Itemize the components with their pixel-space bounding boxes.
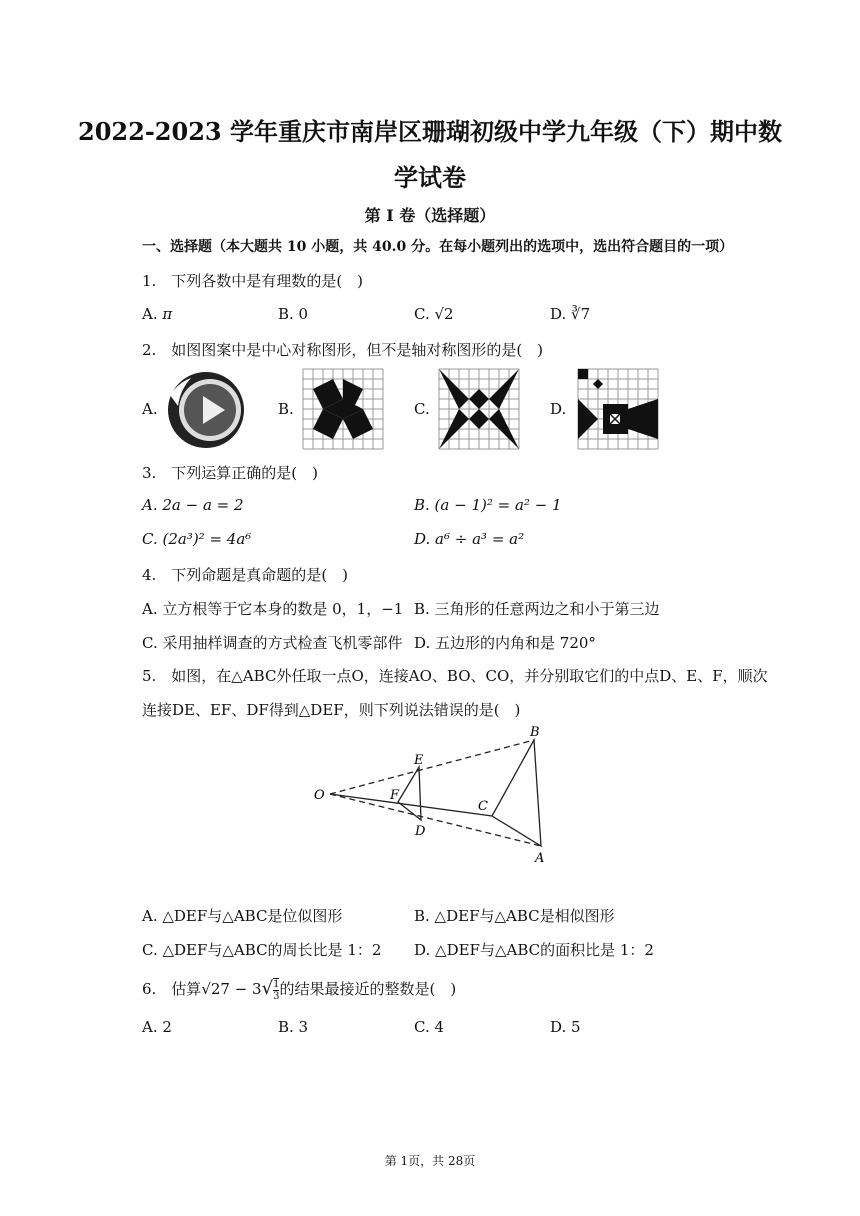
q4-option-a: A. 立方根等于它本身的数是 0，1，−1 xyxy=(142,600,404,618)
q6-option-a: A. 2 xyxy=(142,1018,172,1036)
q4-option-b: B. 三角形的任意两边之和小于第三边 xyxy=(414,600,660,618)
q4-stem: 4. 下列命题是真命题的是( ) xyxy=(142,566,349,584)
q3-option-d: D. a⁶ ÷ a³ = a² xyxy=(414,530,525,548)
page-footer: 第 1页，共 28页 xyxy=(384,1154,476,1168)
q3-option-b: B. (a − 1)² = a² − 1 xyxy=(414,496,562,514)
q6-option-d: D. 5 xyxy=(550,1018,581,1036)
q5-triangle-figure xyxy=(300,720,560,870)
q1-option-a: A. π xyxy=(142,305,173,323)
q2-option-c: C. xyxy=(414,400,430,418)
q1-option-d: D. ∛7 xyxy=(550,305,591,323)
q5-option-b: B. △DEF与△ABC是相似图形 xyxy=(414,907,615,925)
section-heading: 一、选择题（本大题共 10 小题，共 40.0 分。在每小题列出的选项中，选出符合题目的一项） xyxy=(142,239,734,255)
q3-stem: 3. 下列运算正确的是( ) xyxy=(142,464,319,482)
q5-option-d: D. △DEF与△ABC的面积比是 1：2 xyxy=(414,941,654,959)
q6-stem: 6. 估算√27 − 3√ $\frac{1}{3}$ 的结果最接近的整数是( ) xyxy=(142,978,457,1002)
title-line-2: 学试卷 xyxy=(394,163,466,192)
q6-option-c: C. 4 xyxy=(414,1018,445,1036)
q1-stem: 1. 下列各数中是有理数的是( ) xyxy=(142,272,364,290)
q1-option-b: B. 0 xyxy=(278,305,309,323)
q2-stem: 2. 如图图案中是中心对称图形，但不是轴对称图形的是( ) xyxy=(142,341,544,359)
q2-option-b: B. xyxy=(278,400,294,418)
title-line-1: 2022-2023 学年重庆市南岸区珊瑚初级中学九年级（下）期中数 xyxy=(78,117,782,146)
q5-option-c: C. △DEF与△ABC的周长比是 1：2 xyxy=(142,941,382,959)
label-f: F xyxy=(390,788,400,803)
q2-figure-c-grid xyxy=(438,368,520,450)
q5-stem-line2: 连接DE、EF、DF得到△DEF，则下列说法错误的是( ) xyxy=(142,701,521,719)
label-a: A xyxy=(535,851,545,866)
label-d: D xyxy=(415,824,426,839)
q5-stem-line1: 5. 如图，在△ABC外任取一点O，连接AO、BO、CO，并分别取它们的中点D、E、F，顺次 xyxy=(142,667,768,685)
label-o: O xyxy=(314,788,325,803)
q4-option-d: D. 五边形的内角和是 720° xyxy=(414,634,596,652)
label-e: E xyxy=(414,753,424,768)
q2-option-a: A. xyxy=(142,400,158,418)
q2-option-d: D. xyxy=(550,400,567,418)
q2-figure-d-grid xyxy=(575,366,661,452)
q3-option-c: C. (2a³)² = 4a⁶ xyxy=(142,530,252,548)
q2-figure-b-grid xyxy=(302,368,384,450)
label-c: C xyxy=(478,799,488,814)
q5-option-a: A. △DEF与△ABC是位似图形 xyxy=(142,907,343,925)
q1-option-c: C. √2 xyxy=(414,305,454,323)
q4-option-c: C. 采用抽样调查的方式检查飞机零部件 xyxy=(142,634,403,652)
q2-figure-a-play-icon xyxy=(165,370,247,450)
label-b: B xyxy=(530,725,540,740)
q3-option-a: A. 2a − a = 2 xyxy=(142,496,244,514)
part-heading: 第 I 卷（选择题） xyxy=(364,206,496,225)
q6-option-b: B. 3 xyxy=(278,1018,309,1036)
